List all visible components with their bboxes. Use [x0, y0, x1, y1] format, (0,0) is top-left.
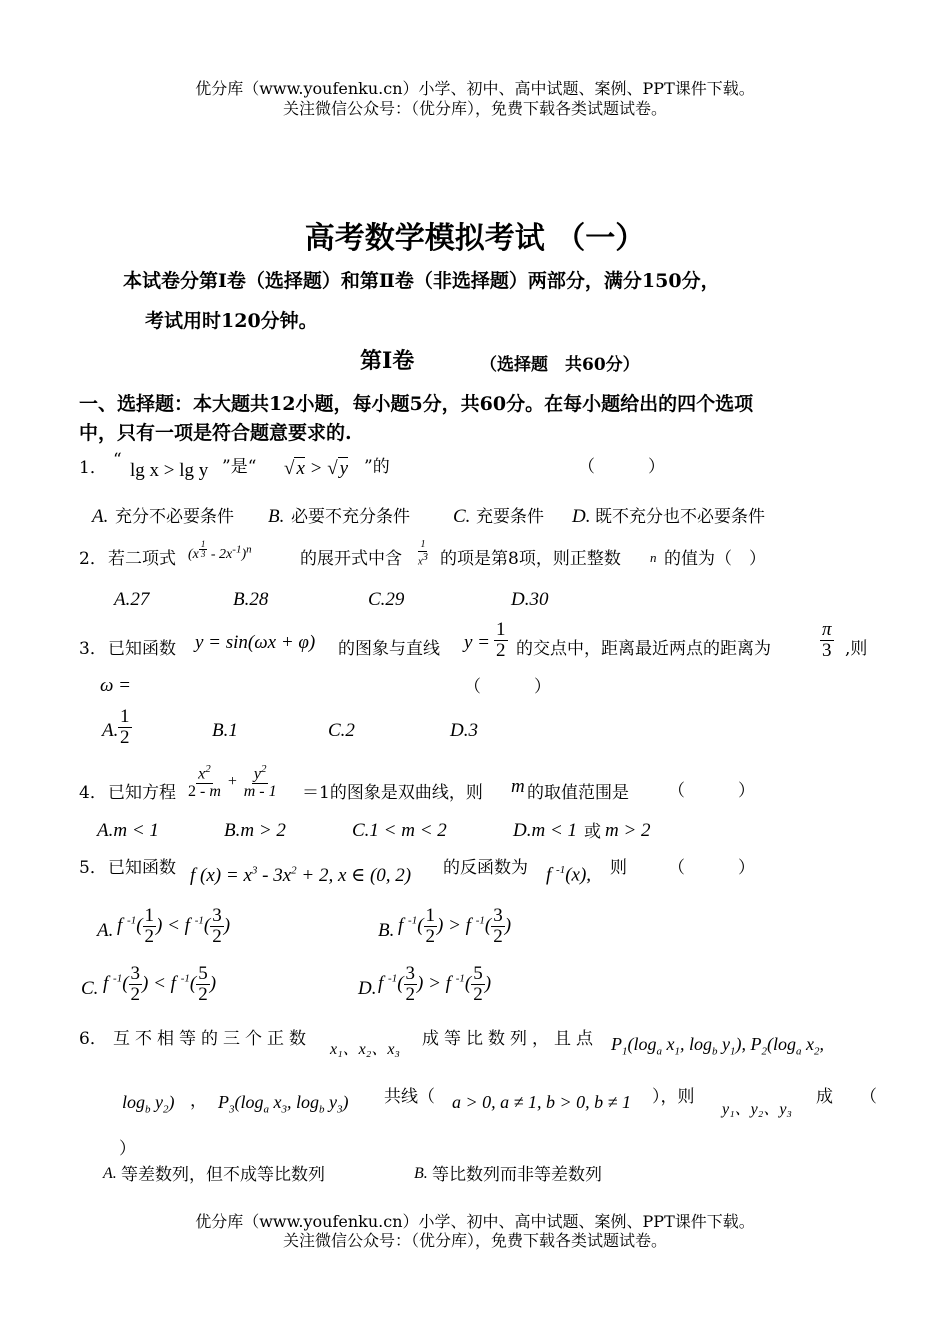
q5-option-a-expr: f $^{-1}$( $\frac{1}{2}$ ) < f $^{-1}$( $\frac{3}{2}$ ) [117, 905, 231, 947]
q6-option-b-text: 等比数列而非等差数列 [432, 1165, 602, 1185]
q5-function-expr: f $(x) = x^3 - 3x^2 + 2$, x ∈ (0, 2) [190, 864, 412, 886]
q5-option-d-expr: f $^{-1}$( $\frac{3}{2}$ ) > f $^{-1}$( $\frac{5}{2}$ ) [378, 963, 492, 1005]
q2-var-n: n [650, 550, 657, 565]
section1-line2: 中，只有一项是符合题意要求的. [79, 422, 352, 444]
q1-close-text: ”的 [364, 457, 390, 477]
q5-option-d-label: D. [358, 978, 377, 999]
q2-text2: 的展开式中含 [300, 549, 402, 569]
q6-option-a-text: 等差数列，但不成等比数列 [121, 1165, 325, 1185]
q6-paren-close: ） [119, 1139, 136, 1159]
q2-option-b: B.28 [233, 589, 269, 610]
q3-number: 3． [79, 639, 107, 659]
q5-number: 5． [79, 858, 107, 878]
q4-var-m: m [511, 776, 525, 797]
q3-option-b: B.1 [212, 720, 238, 741]
q2-text4: 的值为（ ） [664, 549, 766, 569]
intro-line2: 考试用时120分钟。 [145, 310, 318, 332]
q3-option-a-label: A. [102, 720, 119, 741]
q2-binomial-expr: (x $^{\frac{1}{3}}$ - $2x^{-1})^n$ [188, 539, 252, 563]
q3-option-c: C.2 [328, 720, 355, 741]
q1-option-c-text: 充要条件 [476, 507, 544, 527]
q2-text1: 若二项式 [108, 549, 176, 569]
q6-sep1: ， [190, 1091, 207, 1111]
exam-title: 高考数学模拟考试 （一） [304, 221, 646, 256]
q1-option-d-label: D. [572, 506, 591, 527]
q1-option-c-label: C. [453, 506, 471, 527]
q1-answer-paren: （ ） [578, 457, 683, 477]
q3-option-d: D.3 [450, 720, 478, 741]
q6-point-p1-p2: $P_1(\log_a$ $x_1$, $\log_b y_1$), $P_2(\log_a$ $x_2$, [611, 1034, 825, 1058]
header-banner-line1: 优分库（www.youfenku.cn）小学、初中、高中试题、案例、PPT课件下载。 [195, 79, 755, 98]
q4-text1: 已知方程 [108, 783, 176, 803]
section1-line1: 一、选择题：本大题共12小题，每小题5分，共60分。在每小题给出的四个选项 [79, 393, 754, 415]
q6-text1: 互不相等的三个正数 [113, 1029, 311, 1049]
q5-option-a-label: A. [97, 920, 114, 941]
q1-option-b-text: 必要不充分条件 [291, 507, 410, 527]
q4-option-b: B.m > 2 [224, 820, 286, 841]
q6-vars1: x₁、x₂、x₃ [330, 1041, 400, 1058]
q1-option-a-text: 充分不必要条件 [115, 507, 234, 527]
q1-option-b-label: B. [268, 506, 285, 527]
header-banner-line2: 关注微信公众号：（优分库），免费下载各类试题试卷。 [282, 99, 667, 118]
q5-text1: 已知函数 [108, 858, 176, 878]
q1-mid-text: ”是“ [222, 457, 257, 477]
part1-subtitle: （选择题 共60分） [480, 355, 640, 375]
q6-text3: 共线（ [384, 1087, 435, 1107]
footer-banner-line2: 关注微信公众号：（优分库），免费下载各类试题试卷。 [282, 1231, 667, 1250]
q6-point-p3: $P_3(\log_a$ $x_3$, $\log_b y_3$) [218, 1092, 349, 1116]
q6-option-a-label: A. [103, 1165, 117, 1182]
q2-option-c: C.29 [368, 589, 405, 610]
q2-number: 2． [79, 549, 107, 569]
q5-inverse-expr: f $^{-1}$(x), [546, 864, 592, 886]
q3-option-a-fraction: $\frac{1}{2}$ [120, 706, 130, 748]
q1-option-a-label: A. [92, 506, 109, 527]
q1-option-d-text: 既不充分也不必要条件 [595, 507, 765, 527]
q3-text4: ,则 [845, 639, 868, 659]
q2-option-d: D.30 [511, 589, 549, 610]
q6-text4: ），则 [652, 1087, 695, 1107]
q2-term-expr: $\frac{1}{x^3}$ [418, 539, 428, 567]
q5-option-c-expr: f $^{-1}$( $\frac{3}{2}$ ) < f $^{-1}$( $\frac{5}{2}$ ) [103, 963, 217, 1005]
q5-text2: 的反函数为 [443, 858, 528, 878]
q3-text2: 的图象与直线 [338, 639, 440, 659]
q4-option-d-part1: D.m < 1 [513, 820, 578, 841]
q3-text3: 的交点中，距离最近两点的距离为 [516, 639, 771, 659]
q6-point-p2-cont: $\log_b y_2$) [122, 1092, 175, 1116]
q3-pi-third-fraction: $\frac{\pi}{3}$ [822, 619, 832, 661]
q3-omega: ω = [100, 675, 131, 696]
q1-open-quote: “ [113, 450, 122, 470]
q1-expr2: √ x > √ y [284, 458, 349, 479]
q5-text3: 则 [610, 858, 627, 878]
q1-number: 1． [79, 458, 107, 478]
part1-title: 第Ⅰ卷 [360, 348, 415, 374]
footer-banner-line1: 优分库（www.youfenku.cn）小学、初中、高中试题、案例、PPT课件下载。 [195, 1212, 755, 1231]
q5-option-b-label: B. [378, 920, 395, 941]
q2-option-a: A.27 [114, 589, 150, 610]
q6-number: 6． [79, 1029, 107, 1049]
q6-option-b-label: B. [414, 1165, 428, 1182]
q4-text2: ＝1的图象是双曲线，则 [302, 783, 483, 803]
q6-condition: a > 0, a ≠ 1, b > 0, b ≠ 1 [452, 1092, 632, 1112]
q5-option-c-label: C. [81, 978, 99, 999]
q4-number: 4． [79, 783, 107, 803]
q6-text2: 成等比数列，且点 [422, 1029, 598, 1049]
q6-vars2: y₁、y₂、y₃ [722, 1101, 792, 1118]
q4-answer-paren: （ ） [668, 781, 773, 801]
q4-option-d-or: 或 [584, 822, 601, 842]
q4-option-a: A.m < 1 [97, 820, 159, 841]
q3-expr2: y = [464, 632, 491, 653]
q6-text5: 成 [816, 1087, 833, 1107]
q5-answer-paren: （ ） [668, 858, 773, 878]
q3-expr1: y = sin(ωx + φ) [195, 632, 316, 653]
q3-text1: 已知函数 [108, 639, 176, 659]
q1-expr1: lg x > lg y [130, 460, 209, 481]
q3-answer-paren: （ ） [464, 677, 569, 697]
q4-equation: $\frac{x^2}{2 - m}$ + $\frac{y^2}{m - 1}$ [188, 763, 277, 801]
q2-text3: 的项是第8项，则正整数 [440, 549, 621, 569]
q5-option-b-expr: f $^{-1}$( $\frac{1}{2}$ ) > f $^{-1}$( $\frac{3}{2}$ ) [398, 905, 512, 947]
intro-line1: 本试卷分第Ⅰ卷（选择题）和第Ⅱ卷（非选择题）两部分，满分150分， [123, 270, 720, 292]
q4-option-d-part2: m > 2 [605, 820, 651, 841]
q4-text3: 的取值范围是 [527, 783, 629, 803]
q6-paren-open: （ [860, 1087, 877, 1107]
q4-option-c: C.1 < m < 2 [352, 820, 447, 841]
q3-half-fraction: $\frac{1}{2}$ [496, 619, 506, 661]
